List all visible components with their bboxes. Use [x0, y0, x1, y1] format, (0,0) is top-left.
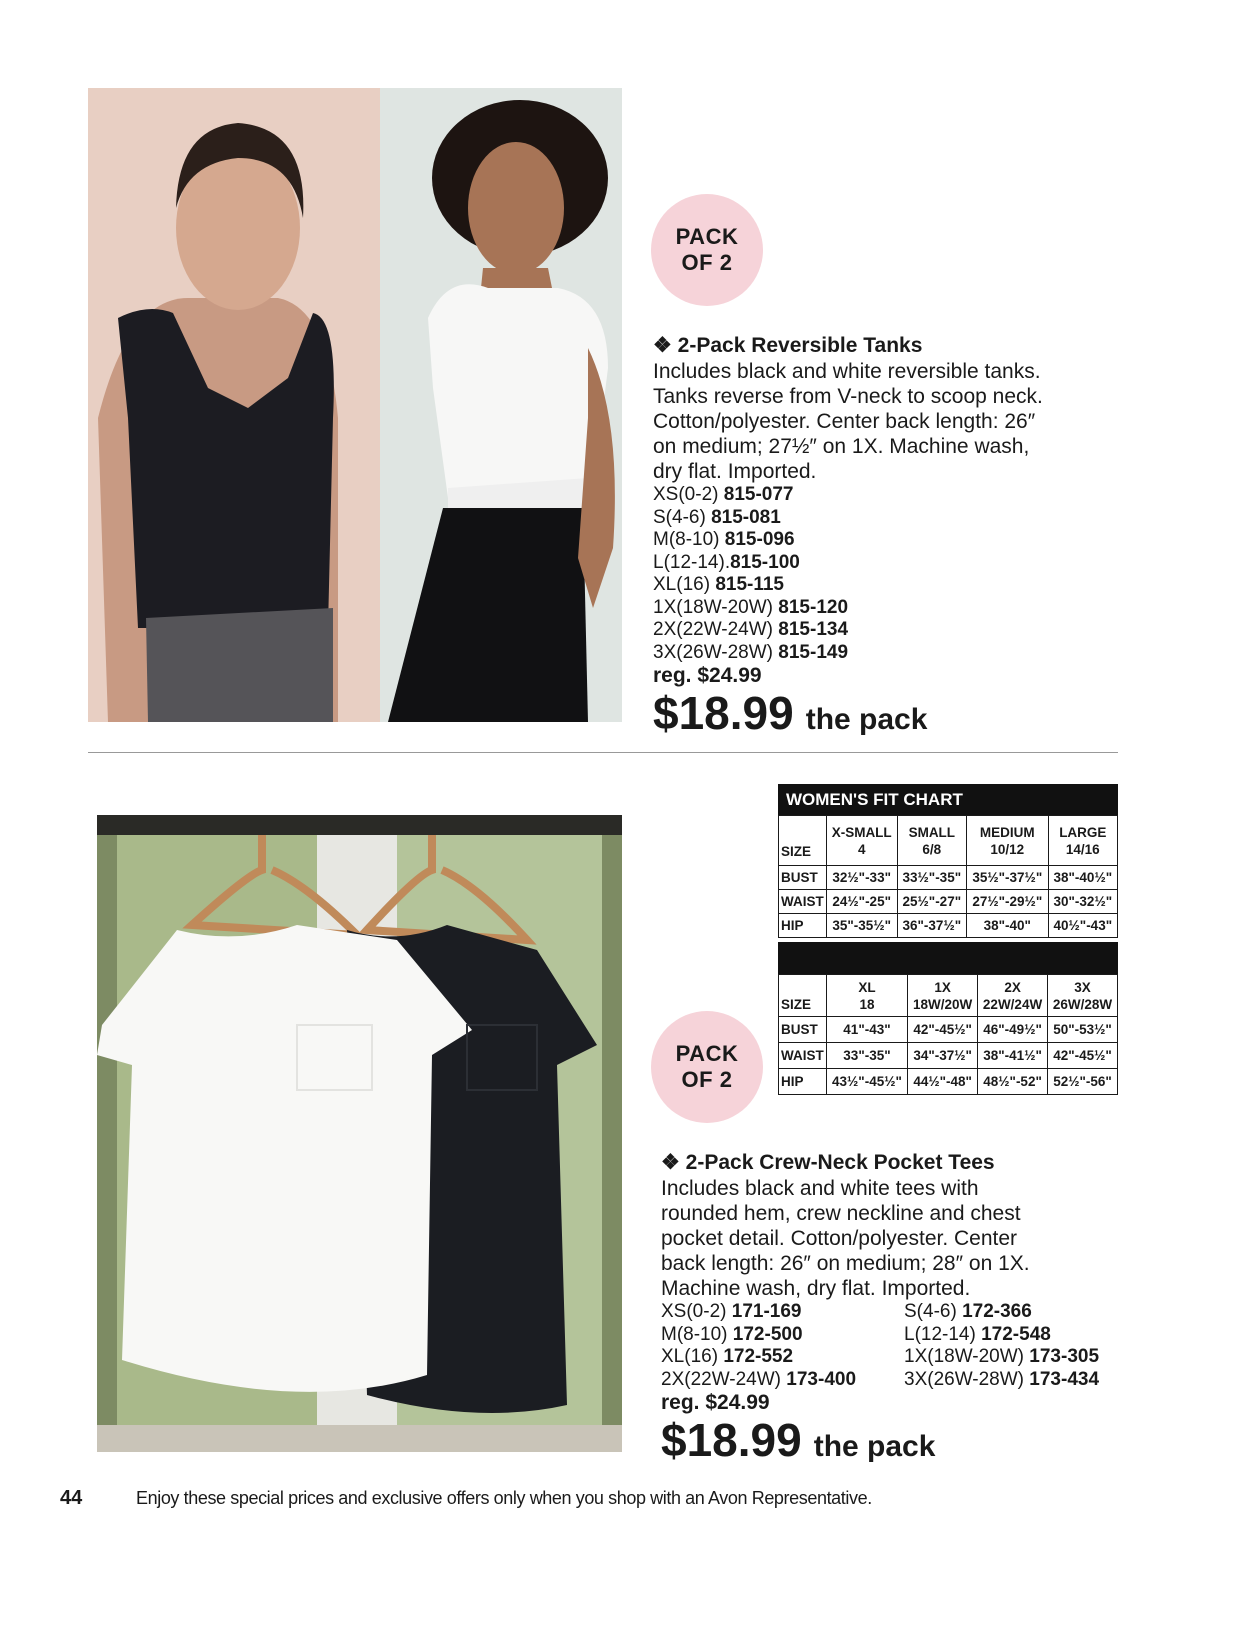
- table-header-row: [779, 816, 1118, 866]
- table-cell: LARGE 14/16: [1048, 816, 1117, 866]
- table-row: [779, 1069, 1118, 1095]
- item-code-row: XL(16) 815-115: [653, 574, 784, 595]
- table-cell: 50"-53½": [1048, 1017, 1118, 1043]
- item-code-row: M(8-10) 815-096: [653, 529, 795, 550]
- pack-of-2-badge: [651, 194, 763, 306]
- table-cell: 38"-41½": [978, 1043, 1048, 1069]
- description-line: Machine wash, dry flat. Imported.: [661, 1277, 971, 1300]
- item-codes-left: [661, 1301, 904, 1391]
- table-cell: WAIST: [779, 890, 827, 914]
- item-code-row: S(4-6) 815-081: [653, 506, 781, 528]
- table-cell: 42"-45½": [1048, 1043, 1118, 1069]
- item-code-row: 1X(18W-20W) 173-305: [904, 1346, 1100, 1367]
- item-code-row: L(12-14) 172-548: [904, 1323, 1051, 1345]
- table-cell: 32½"-33": [826, 866, 897, 890]
- table-cell: 38"-40": [966, 914, 1048, 938]
- table-cell: SIZE: [779, 816, 827, 866]
- table-cell: 41"-43": [826, 1017, 907, 1043]
- description-line: back length: 26″ on medium; 28″ on 1X.: [661, 1252, 1030, 1275]
- description-line: pocket detail. Cotton/polyester. Center: [661, 1227, 1018, 1250]
- item-code-row: 2X(22W-24W) 815-134: [653, 619, 849, 640]
- description-line: Includes black and white tees with: [661, 1177, 979, 1200]
- table-cell: 1X 18W/20W: [908, 975, 978, 1017]
- table-cell: 43½"-45½": [826, 1069, 907, 1095]
- description-line: on medium; 27½″ on 1X. Machine wash,: [653, 435, 1030, 458]
- fit-table-standard: [778, 815, 1118, 938]
- table-cell: 36"-37½": [897, 914, 966, 938]
- table-cell: 46"-49½": [978, 1017, 1048, 1043]
- item-codes-right: [904, 1301, 1099, 1391]
- item-code-row: XS(0-2) 815-077: [653, 484, 794, 505]
- badge-line: OF 2: [681, 250, 733, 275]
- table-cell: 24½"-25": [826, 890, 897, 914]
- description-line: rounded hem, crew neckline and chest: [661, 1202, 1021, 1225]
- table-cell: 33"-35": [826, 1043, 907, 1069]
- item-code-row: L(12-14).815-100: [653, 551, 800, 573]
- sale-price: $18.99 the pack: [653, 687, 928, 739]
- table-cell: 40½"-43": [1048, 914, 1117, 938]
- table-cell: SMALL 6/8: [897, 816, 966, 866]
- product-tees: [661, 1150, 1131, 1472]
- table-header-row: [779, 975, 1118, 1017]
- table-row: [779, 866, 1118, 890]
- table-row: [779, 1043, 1118, 1069]
- table-cell: HIP: [779, 1069, 827, 1095]
- item-code-row: 3X(26W-28W) 815-149: [653, 641, 849, 663]
- item-code-row: 1X(18W-20W) 815-120: [653, 596, 849, 618]
- table-cell: HIP: [779, 914, 827, 938]
- table-cell: WAIST: [779, 1043, 827, 1069]
- table-cell: SIZE: [779, 975, 827, 1017]
- description-line: Includes black and white reversible tanks.: [653, 360, 1041, 383]
- table-cell: 3X 26W/28W: [1048, 975, 1118, 1017]
- table-cell: 27½"-29½": [966, 890, 1048, 914]
- table-cell: 30"-32½": [1048, 890, 1117, 914]
- table-row: [779, 1017, 1118, 1043]
- table-cell: 48½"-52": [978, 1069, 1048, 1095]
- badge-line: PACK: [675, 224, 739, 249]
- table-cell: 38"-40½": [1048, 866, 1117, 890]
- item-code-row: XS(0-2) 171-169: [661, 1301, 802, 1322]
- womens-fit-chart: [778, 784, 1118, 1095]
- table-cell: X-SMALL 4: [826, 816, 897, 866]
- item-codes: [653, 484, 1123, 664]
- product-description: [661, 1176, 1131, 1301]
- table-cell: 33½"-35": [897, 866, 966, 890]
- description-line: dry flat. Imported.: [653, 460, 817, 483]
- item-code-row: S(4-6) 172-366: [904, 1301, 1032, 1322]
- item-code-row: 3X(26W-28W) 173-434: [904, 1368, 1100, 1390]
- table-cell: 35½"-37½": [966, 866, 1048, 890]
- footer-disclaimer: Enjoy these special prices and exclusive offers only when you shop with an Avon Representative.: [136, 1488, 872, 1508]
- table-cell: XL 18: [826, 975, 907, 1017]
- table-row: [779, 890, 1118, 914]
- tees-photo: [97, 815, 622, 1452]
- fit-table-plus: [778, 974, 1118, 1095]
- product-tanks: [653, 333, 1123, 745]
- product-title: ❖ 2-Pack Reversible Tanks: [653, 334, 923, 357]
- table-cell: 2X 22W/24W: [978, 975, 1048, 1017]
- table-cell: MEDIUM 10/12: [966, 816, 1048, 866]
- product-description: [653, 359, 1123, 484]
- table-cell: 44½"-48": [908, 1069, 978, 1095]
- description-line: Cotton/polyester. Center back length: 26″: [653, 410, 1036, 433]
- regular-price: reg. $24.99: [653, 664, 762, 687]
- table-cell: 25½"-27": [897, 890, 966, 914]
- table-cell: BUST: [779, 1017, 827, 1043]
- table-cell: 42"-45½": [908, 1017, 978, 1043]
- fit-chart-divider-bar: [778, 942, 1118, 974]
- item-codes: [661, 1301, 1131, 1391]
- table-cell: 52½"-56": [1048, 1069, 1118, 1095]
- regular-price: reg. $24.99: [661, 1391, 770, 1414]
- product-title: ❖ 2-Pack Crew-Neck Pocket Tees: [661, 1151, 995, 1174]
- badge-line: OF 2: [681, 1067, 733, 1092]
- item-code-row: 2X(22W-24W) 173-400: [661, 1368, 857, 1390]
- pack-of-2-badge: [651, 1011, 763, 1123]
- table-cell: 35"-35½": [826, 914, 897, 938]
- sale-price: $18.99 the pack: [661, 1414, 936, 1466]
- item-code-row: XL(16) 172-552: [661, 1346, 794, 1367]
- badge-line: PACK: [675, 1041, 739, 1066]
- section-divider: [88, 752, 1118, 753]
- item-code-row: M(8-10) 172-500: [661, 1323, 803, 1345]
- description-line: Tanks reverse from V-neck to scoop neck.: [653, 385, 1043, 408]
- table-row: [779, 914, 1118, 938]
- table-cell: BUST: [779, 866, 827, 890]
- page-number: 44: [60, 1487, 83, 1509]
- table-cell: 34"-37½": [908, 1043, 978, 1069]
- tanks-photo: [88, 88, 622, 722]
- fit-chart-title: WOMEN'S FIT CHART: [778, 784, 1118, 815]
